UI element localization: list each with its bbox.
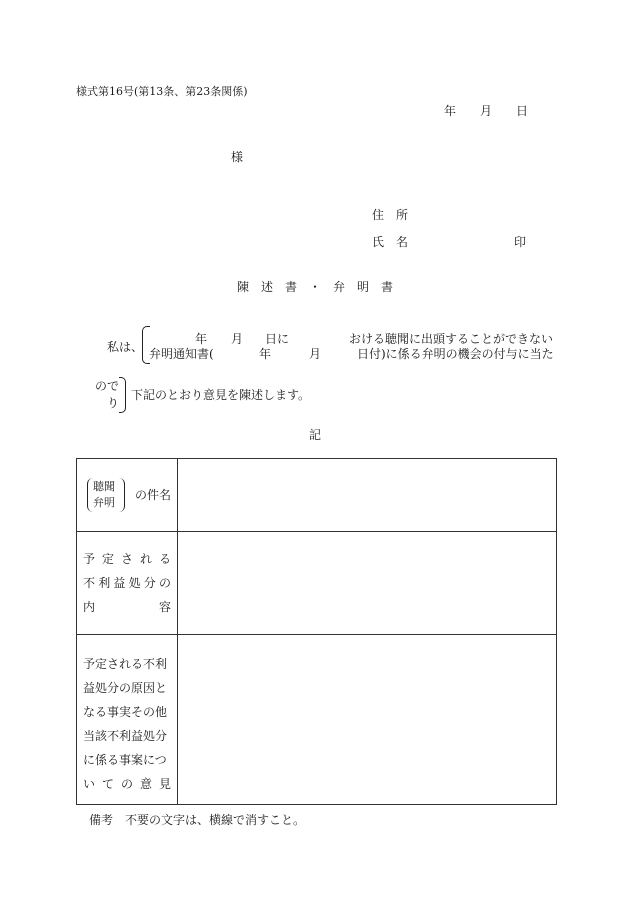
char: 容: [158, 600, 171, 614]
address-label: 住 所: [372, 208, 409, 222]
char: 不: [83, 576, 96, 590]
disposition-line-3: [83, 595, 171, 619]
body-prefix: 私は、: [107, 340, 144, 354]
line-text: 当該不利益処分: [83, 729, 168, 743]
disposition-line-1: [83, 547, 171, 571]
statement-table: [76, 458, 557, 805]
line1-tail: おける聴聞に出頭することができない: [349, 332, 554, 346]
option-hearing: 聴聞: [93, 480, 115, 493]
closing-sentence: 下記のとおり意見を陳述します。: [131, 388, 311, 402]
date-month-label: 月: [480, 104, 493, 118]
opinion-label-cell: [77, 635, 178, 805]
opinion-line-1: [83, 652, 171, 676]
char: 予: [83, 552, 96, 566]
date-year-label: 年: [444, 104, 457, 118]
disposition-line-2: [83, 571, 171, 595]
char: 見: [158, 777, 171, 791]
disposition-value-cell[interactable]: [178, 532, 557, 635]
remarks-note: 備考 不要の文字は、横線で消すこと。: [89, 813, 306, 827]
char: て: [101, 777, 114, 791]
ki-heading: 記: [309, 428, 322, 442]
option-explanation: 弁明: [93, 496, 115, 509]
subject-suffix: の件名: [135, 488, 172, 502]
form-number: 様式第16号(第13条、第23条関係): [76, 85, 248, 98]
char: る: [158, 552, 171, 566]
right-bracket: [119, 377, 126, 413]
char: 内: [83, 600, 96, 614]
char: い: [83, 777, 96, 791]
char: 処: [128, 576, 141, 590]
line-text: 予定される不利: [83, 657, 168, 671]
char: 定: [101, 552, 114, 566]
line-text: に係る事案につ: [83, 753, 167, 767]
line2-tail: 日付)に係る弁明の機会の付与に当た: [357, 347, 554, 361]
line2-year: 年: [259, 347, 272, 361]
char: 意: [139, 777, 152, 791]
char: さ: [120, 552, 133, 566]
table-row: [77, 532, 557, 635]
char: れ: [139, 552, 152, 566]
disposition-label-cell: [77, 532, 178, 635]
subject-value-cell[interactable]: [178, 459, 557, 532]
line-text: 益処分の原因と: [83, 681, 168, 695]
addressee-suffix: 様: [231, 150, 244, 164]
char: の: [158, 576, 171, 590]
document-title: 陳 述 書 ・ 弁 明 書: [237, 280, 394, 294]
char: 利: [98, 576, 111, 590]
opinion-line-6: [83, 772, 171, 796]
opinion-line-5: [83, 748, 171, 772]
opinion-line-4: [83, 724, 171, 748]
line2-month: 月: [309, 347, 322, 361]
opinion-line-3: [83, 700, 171, 724]
table-row: [77, 459, 557, 532]
bracket-tail-2: り: [107, 396, 120, 410]
table-row: [77, 635, 557, 805]
subject-label-cell: [77, 459, 178, 532]
line1-month: 月: [231, 332, 244, 346]
opinion-line-2: [83, 676, 171, 700]
name-label: 氏 名: [372, 235, 409, 249]
bracket-tail-1: ので: [95, 379, 120, 393]
line1-day: 日に: [265, 332, 290, 346]
char: 益: [113, 576, 126, 590]
opinion-value-cell[interactable]: [178, 635, 557, 805]
line2-head: 弁明通知書(: [149, 347, 214, 361]
line-text: なる事実その他: [83, 705, 168, 719]
seal-mark: 印: [514, 235, 527, 249]
char: の: [120, 777, 133, 791]
date-day-label: 日: [516, 104, 529, 118]
line1-year: 年: [195, 332, 208, 346]
char: 分: [143, 576, 156, 590]
